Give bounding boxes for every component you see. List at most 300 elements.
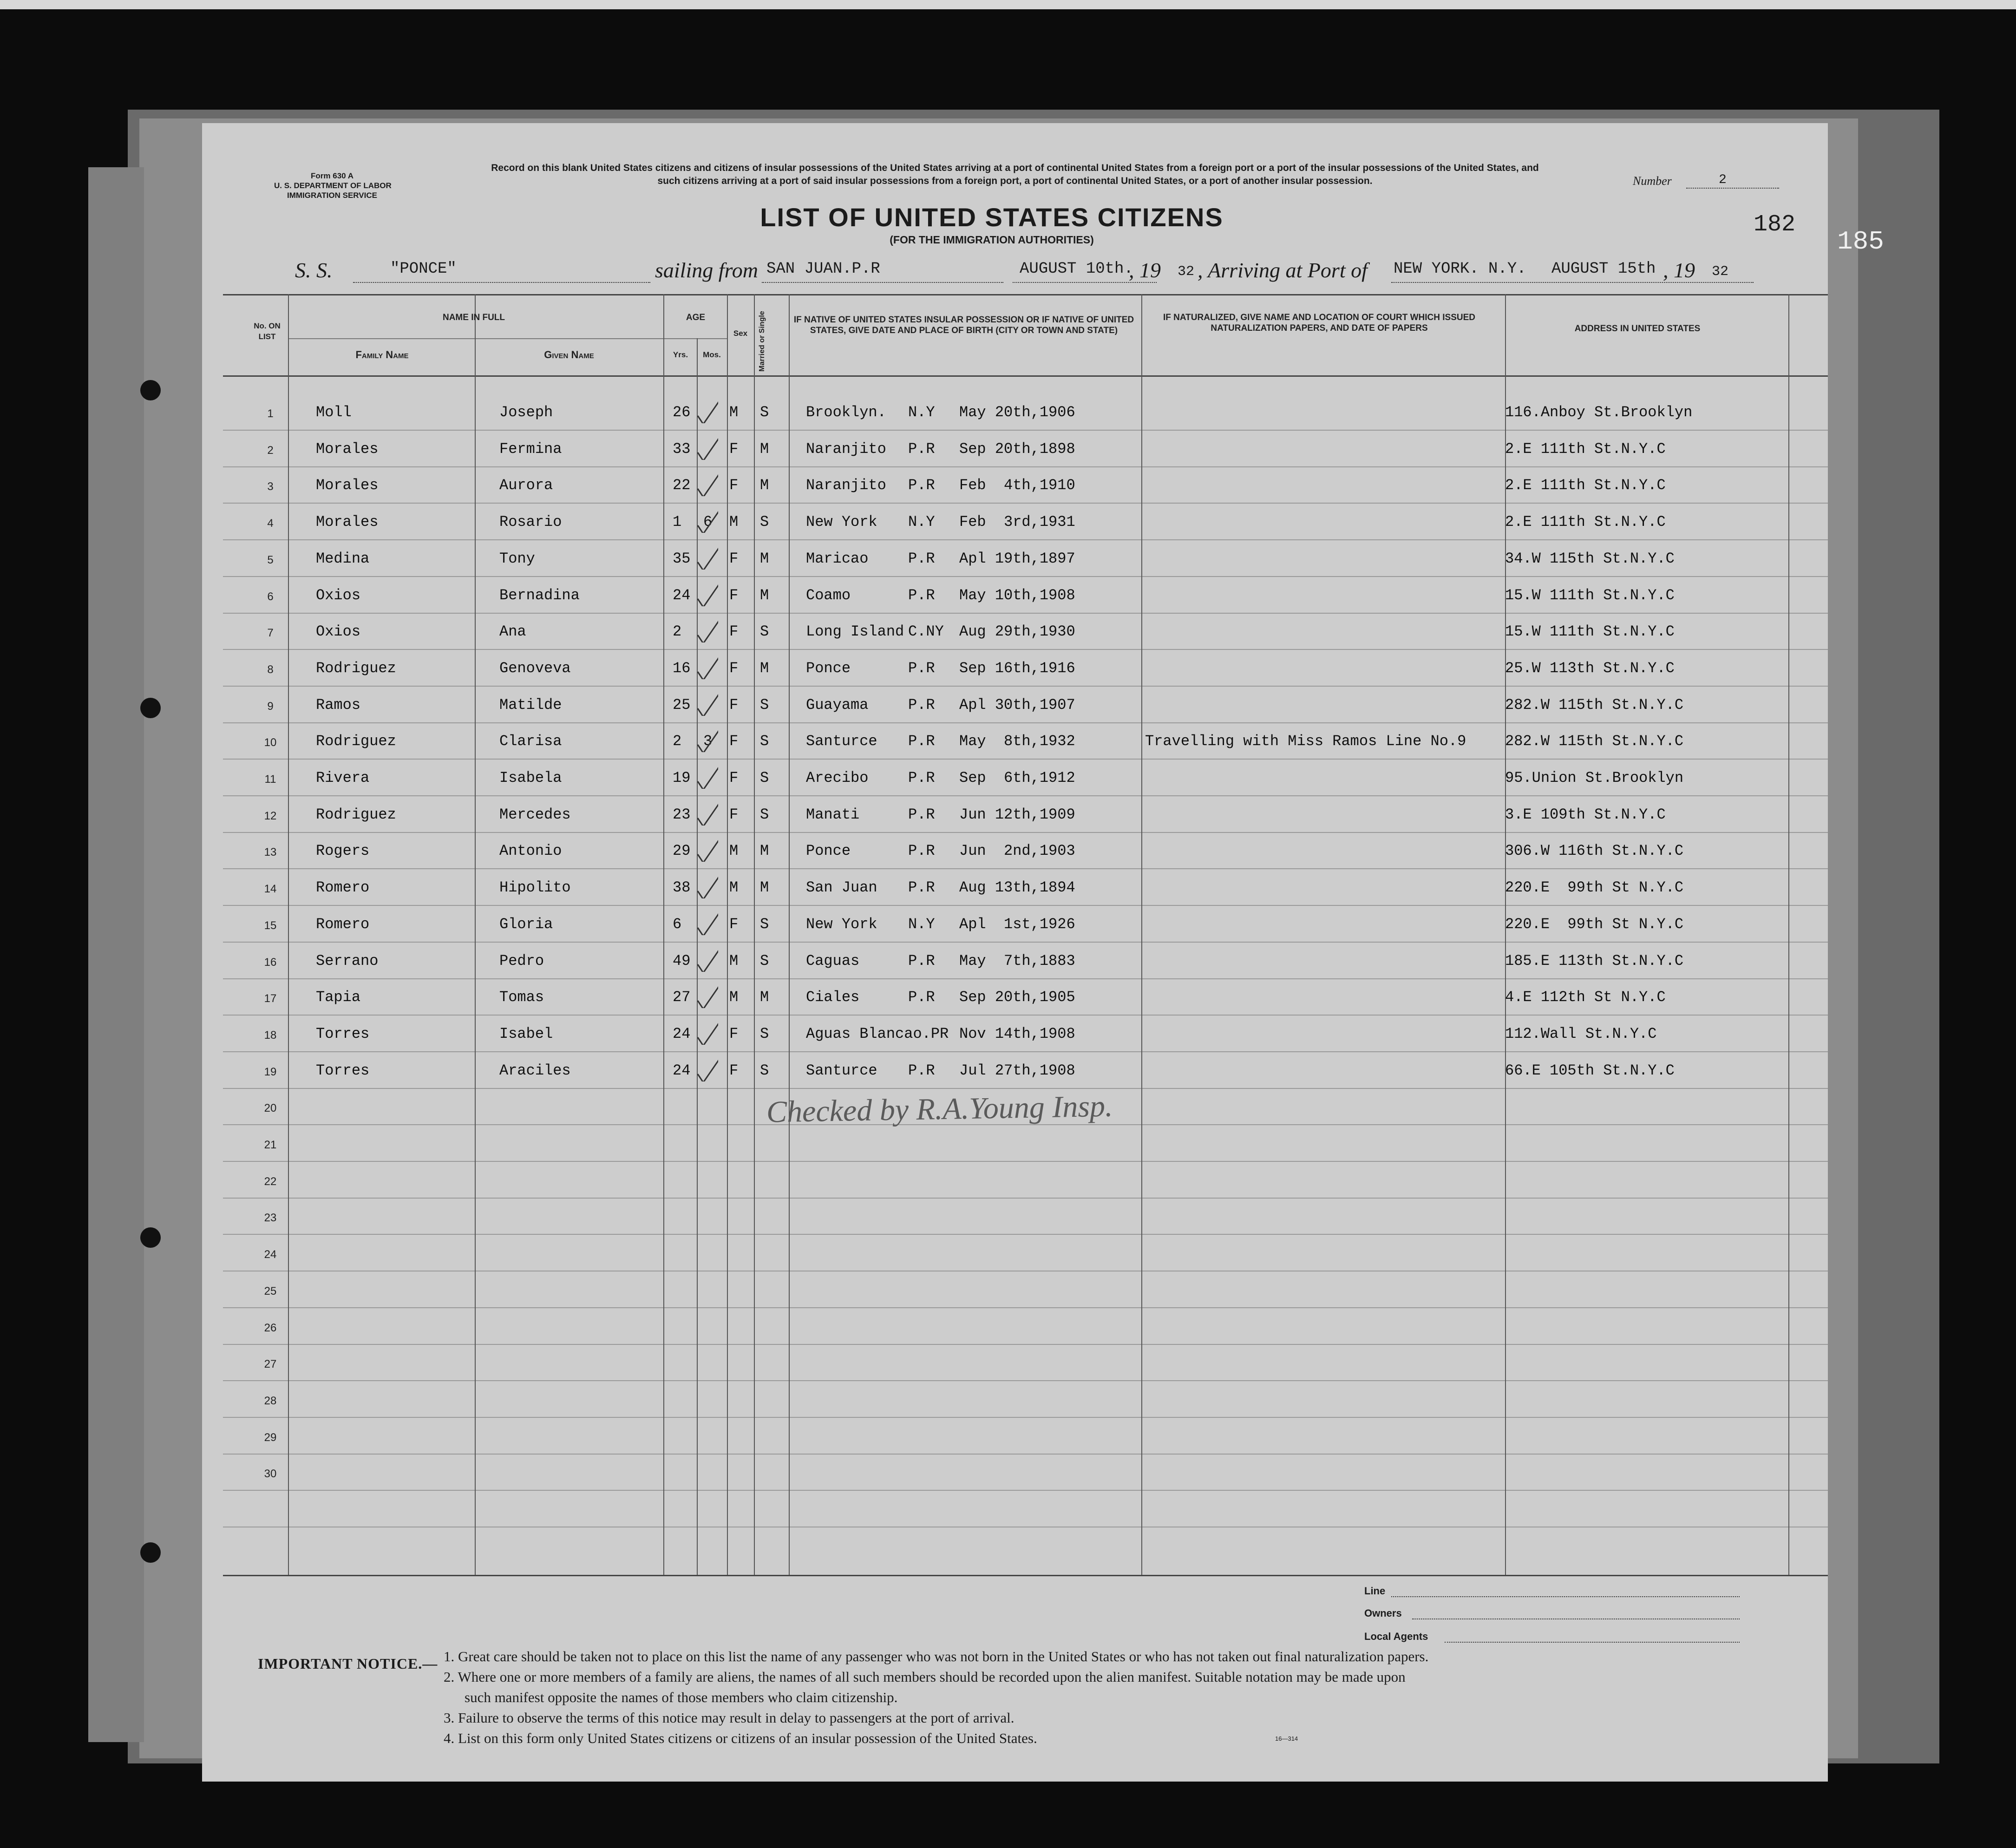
age-months: 6	[703, 513, 713, 531]
given-name: Pedro	[499, 952, 544, 970]
marital-status: M	[760, 477, 769, 494]
age-years: 49	[673, 952, 691, 970]
marital-status: M	[760, 842, 769, 860]
row-number: 14	[264, 883, 277, 896]
birth-place: San Juan	[806, 879, 877, 897]
sex: F	[729, 806, 739, 823]
marital-status: S	[760, 696, 769, 714]
row-number: 9	[267, 700, 274, 713]
column-rule	[663, 294, 664, 1575]
birth-place: Ponce	[806, 659, 851, 677]
row-number: 24	[264, 1248, 277, 1261]
row-rule	[223, 649, 1828, 650]
family-name: Torres	[316, 1062, 370, 1079]
marital-status: S	[760, 769, 769, 786]
notice-3: 3. Failure to observe the terms of this notice may result in delay to passengers at the port of arrival.	[444, 1710, 1015, 1726]
birth-state: P.R	[908, 440, 935, 458]
header-name-in-full: NAME IN FULL	[442, 313, 505, 322]
birth-date: Nov 14th,1908	[959, 1025, 1075, 1042]
row-rule	[223, 430, 1828, 431]
column-rule	[789, 294, 790, 1575]
row-number: 19	[264, 1065, 277, 1078]
punch-hole	[140, 380, 161, 400]
age-years: 16	[673, 659, 691, 677]
us-address: 220.E 99th St N.Y.C	[1505, 879, 1684, 897]
check-mark	[696, 688, 718, 716]
header-sex: Sex	[733, 329, 748, 338]
row-rule	[223, 613, 1828, 614]
age-years: 26	[673, 404, 691, 421]
row-number: 30	[264, 1468, 277, 1481]
row-rule	[223, 759, 1828, 760]
form-code: 16—314	[1275, 1735, 1298, 1742]
form-instructions: Record on this blank United States citizens and citizens of insular possessions of the United States arriving at a port of continental United States from a foreign port or a port of the insular possessions of the United States, and such citizens arriving at a port of said insular possessions from a foreign port, a port of continental United States, or a port of another insular possession.	[491, 163, 1539, 186]
birth-date: May 8th,1932	[959, 733, 1075, 750]
page-title: LIST OF UNITED STATES CITIZENS	[760, 203, 1224, 232]
family-name: Medina	[316, 550, 370, 567]
us-address: 25.W 113th St.N.Y.C	[1505, 659, 1675, 677]
row-number: 22	[264, 1175, 277, 1188]
age-years: 24	[673, 1062, 691, 1079]
check-mark	[696, 432, 718, 460]
row-number: 11	[264, 773, 276, 786]
given-name: Hipolito	[499, 879, 571, 897]
family-name: Morales	[316, 477, 379, 494]
check-mark	[696, 542, 718, 570]
marital-status: M	[760, 440, 769, 458]
given-name: Ana	[499, 623, 526, 641]
given-name: Fermina	[499, 440, 562, 458]
given-name: Tomas	[499, 989, 544, 1006]
us-address: 3.E 109th St.N.Y.C	[1505, 806, 1666, 823]
sex: F	[729, 440, 739, 458]
row-rule	[223, 503, 1828, 504]
arrival-port: NEW YORK. N.Y.	[1394, 260, 1526, 278]
us-address: 282.W 115th St.N.Y.C	[1505, 696, 1684, 714]
marital-status: S	[760, 952, 769, 970]
us-address: 15.W 111th St.N.Y.C	[1505, 586, 1675, 604]
age-years: 29	[673, 842, 691, 860]
check-mark	[696, 761, 718, 789]
sex: F	[729, 1062, 739, 1079]
given-name: Isabela	[499, 769, 562, 786]
age-years: 19	[673, 769, 691, 786]
row-rule	[223, 1454, 1828, 1455]
age-months: 3	[703, 733, 713, 750]
us-address: 2.E 111th St.N.Y.C	[1505, 440, 1666, 458]
row-number: 15	[264, 919, 277, 932]
check-mark	[696, 651, 718, 679]
row-number: 29	[264, 1431, 277, 1444]
birth-state: P.R	[908, 477, 935, 494]
age-years: 23	[673, 806, 691, 823]
ss-label: S. S.	[295, 258, 333, 282]
row-number: 1	[267, 407, 274, 420]
header-given-name: Given Name	[544, 349, 594, 360]
number-underline	[1686, 188, 1779, 189]
family-name: Torres	[316, 1025, 370, 1042]
birth-place: Guayama	[806, 696, 869, 714]
inspector-note: Checked by R.A.Young Insp.	[766, 1089, 1113, 1129]
scan-top-strip	[0, 0, 2016, 9]
row-rule	[223, 1307, 1828, 1308]
age-years: 2	[673, 733, 682, 750]
birth-state: P.R	[908, 550, 935, 567]
family-name: Morales	[316, 513, 379, 531]
birth-state: P.R	[908, 879, 935, 897]
arrival-year-prefix: , 19	[1663, 258, 1695, 282]
punch-hole	[140, 698, 161, 718]
birth-state: P.R	[908, 696, 935, 714]
given-name: Tony	[499, 550, 535, 567]
birth-date: Feb 4th,1910	[959, 477, 1075, 494]
sex: M	[729, 952, 739, 970]
row-rule	[223, 1344, 1828, 1345]
given-name: Araciles	[499, 1062, 571, 1079]
given-name: Matilde	[499, 696, 562, 714]
given-name: Isabel	[499, 1025, 553, 1042]
form-identifier: Form 630 A U. S. DEPARTMENT OF LABOR IMMIGRATION SERVICE	[274, 171, 392, 200]
row-rule	[223, 576, 1828, 577]
birth-place: Caguas	[806, 952, 860, 970]
birth-state: N.Y	[908, 513, 935, 531]
birth-date: Sep 20th,1898	[959, 440, 1075, 458]
row-rule	[223, 942, 1828, 943]
notice-4: 4. List on this form only United States citizens or citizens of an insular possession of the United States.	[444, 1730, 1037, 1746]
family-name: Rogers	[316, 842, 370, 860]
name-subheader-rule	[288, 338, 663, 339]
birth-state: P.R	[908, 733, 935, 750]
row-rule	[223, 1380, 1828, 1381]
column-rule	[754, 294, 755, 1575]
birth-place: Brooklyn.	[806, 404, 886, 421]
birth-place: Naranjito	[806, 440, 886, 458]
sailing-from-label: sailing from	[655, 258, 758, 282]
row-rule	[223, 1490, 1828, 1491]
sex: F	[729, 915, 739, 933]
check-mark	[696, 907, 718, 935]
birth-state: P.R	[908, 842, 935, 860]
birth-state: P.R	[908, 586, 935, 604]
birth-date: Aug 13th,1894	[959, 879, 1075, 897]
birth-place: Ciales	[806, 989, 860, 1006]
row-rule	[223, 466, 1828, 467]
birth-date: Sep 6th,1912	[959, 769, 1075, 786]
row-rule	[223, 1015, 1828, 1016]
row-rule	[223, 1051, 1828, 1052]
check-mark	[696, 395, 718, 423]
us-address: 66.E 105th St.N.Y.C	[1505, 1062, 1675, 1079]
us-address: 2.E 111th St.N.Y.C	[1505, 513, 1666, 531]
family-name: Rodriguez	[316, 659, 396, 677]
sail-year: 32	[1178, 264, 1195, 280]
check-mark	[696, 468, 718, 496]
from-port-underline	[762, 282, 1003, 283]
row-number: 13	[264, 846, 277, 859]
number-label: Number	[1633, 174, 1672, 188]
us-address: 112.Wall St.N.Y.C	[1505, 1025, 1657, 1042]
arrival-year: 32	[1712, 264, 1729, 280]
given-name: Joseph	[499, 404, 553, 421]
row-number: 16	[264, 956, 277, 969]
row-rule	[223, 1234, 1828, 1235]
row-rule	[223, 539, 1828, 540]
birth-date: Feb 3rd,1931	[959, 513, 1075, 531]
marital-status: S	[760, 1062, 769, 1079]
age-years: 33	[673, 440, 691, 458]
header-family-name: Family Name	[355, 349, 409, 360]
marital-status: S	[760, 806, 769, 823]
row-rule	[223, 686, 1828, 687]
sex: M	[729, 989, 739, 1006]
marital-status: S	[760, 404, 769, 421]
row-rule	[223, 978, 1828, 979]
ship-underline	[353, 282, 650, 283]
birth-place: Long Island	[806, 623, 904, 641]
row-rule	[223, 1198, 1828, 1199]
birth-date: Apl 1st,1926	[959, 915, 1075, 933]
us-address: 15.W 111th St.N.Y.C	[1505, 623, 1675, 641]
sex: F	[729, 1025, 739, 1042]
notice-title: IMPORTANT NOTICE.—	[258, 1655, 438, 1672]
marital-status: S	[760, 1025, 769, 1042]
row-rule	[223, 1088, 1828, 1089]
row-number: 28	[264, 1394, 277, 1407]
row-rule	[223, 1417, 1828, 1418]
birth-place: New York	[806, 513, 877, 531]
birth-date: May 20th,1906	[959, 404, 1075, 421]
us-address: 220.E 99th St N.Y.C	[1505, 915, 1684, 933]
check-mark	[696, 1054, 718, 1081]
age-years: 38	[673, 879, 691, 897]
header-no: No. ON LIST	[254, 321, 281, 341]
notice-2: 2. Where one or more members of a family are aliens, the names of all such members should be recorded upon the alien manifest. Suitable notation may be made upon	[444, 1669, 1406, 1685]
page-subtitle: (FOR THE IMMIGRATION AUTHORITIES)	[890, 234, 1094, 246]
row-number: 4	[267, 517, 274, 530]
check-mark	[696, 578, 718, 606]
notice-1: 1. Great care should be taken not to place on this list the name of any passenger who was not born in the United States or who has not taken out final naturalization papers.	[444, 1648, 1429, 1665]
marital-status: S	[760, 513, 769, 531]
birth-date: Sep 20th,1905	[959, 989, 1075, 1006]
given-name: Antonio	[499, 842, 562, 860]
check-mark	[696, 944, 718, 972]
local-agents-label: Local Agents	[1364, 1631, 1428, 1642]
birth-date: Apl 19th,1897	[959, 550, 1075, 567]
header-mos: Mos.	[703, 350, 721, 359]
sail-date-underline	[1013, 282, 1157, 283]
birth-place: New York	[806, 915, 877, 933]
birth-place: Naranjito	[806, 477, 886, 494]
line-underline	[1391, 1596, 1740, 1597]
given-name: Bernadina	[499, 586, 580, 604]
arrival-date: AUGUST 15th	[1551, 260, 1656, 278]
check-mark	[696, 505, 718, 533]
family-name: Romero	[316, 879, 370, 897]
family-name: Rodriguez	[316, 733, 396, 750]
family-name: Romero	[316, 915, 370, 933]
marital-status: S	[760, 623, 769, 641]
birth-state: P.R	[908, 1062, 935, 1079]
birth-date: Aug 29th,1930	[959, 623, 1075, 641]
us-address: 2.E 111th St.N.Y.C	[1505, 477, 1666, 494]
birth-state: N.Y	[908, 404, 935, 421]
row-number: 27	[264, 1358, 277, 1371]
check-mark	[696, 980, 718, 1008]
page-number: 182	[1754, 211, 1796, 238]
header-age: AGE	[686, 313, 706, 322]
sex: F	[729, 550, 739, 567]
family-name: Serrano	[316, 952, 379, 970]
ship-name: "PONCE"	[390, 260, 457, 278]
row-number: 18	[264, 1029, 277, 1042]
given-name: Aurora	[499, 477, 553, 494]
birth-state: C.NY	[908, 623, 944, 641]
family-name: Rodriguez	[316, 806, 396, 823]
row-rule	[223, 722, 1828, 723]
birth-state: P.R	[908, 769, 935, 786]
check-mark	[696, 798, 718, 826]
row-number: 6	[267, 590, 274, 603]
marital-status: M	[760, 550, 769, 567]
birth-date: Jun 12th,1909	[959, 806, 1075, 823]
check-mark	[696, 615, 718, 642]
row-rule	[223, 1161, 1828, 1162]
row-number: 2	[267, 444, 274, 457]
row-number: 8	[267, 663, 274, 676]
sail-date: AUGUST 10th.	[1020, 260, 1133, 278]
age-years: 22	[673, 477, 691, 494]
punch-hole	[140, 1227, 161, 1248]
row-number: 21	[264, 1139, 277, 1151]
marital-status: M	[760, 879, 769, 897]
header-married-single: Married or Single	[758, 311, 766, 372]
notice-2-cont: such manifest opposite the names of those members who claim citizenship.	[465, 1689, 898, 1705]
given-name: Gloria	[499, 915, 553, 933]
given-name: Genoveva	[499, 659, 571, 677]
birth-place: Arecibo	[806, 769, 869, 786]
check-mark	[696, 1017, 718, 1045]
column-rule	[1141, 294, 1142, 1575]
row-rule	[223, 905, 1828, 906]
marital-status: S	[760, 915, 769, 933]
family-name: Tapia	[316, 989, 361, 1006]
row-number: 7	[267, 627, 274, 640]
age-subheader-rule	[663, 338, 727, 339]
arriving-label: , Arriving at Port of	[1198, 258, 1368, 282]
us-address: 95.Union St.Brooklyn	[1505, 769, 1684, 786]
us-address: 4.E 112th St N.Y.C	[1505, 989, 1666, 1006]
us-address: 306.W 116th St.N.Y.C	[1505, 842, 1684, 860]
age-years: 25	[673, 696, 691, 714]
family-name: Oxios	[316, 586, 361, 604]
sex: M	[729, 513, 739, 531]
arrival-underline	[1391, 282, 1754, 283]
age-years: 24	[673, 586, 691, 604]
birth-state: P.R	[908, 806, 935, 823]
birth-date: Apl 30th,1907	[959, 696, 1075, 714]
table-bottom-rule	[223, 1575, 1828, 1576]
sex: F	[729, 586, 739, 604]
family-name: Rivera	[316, 769, 370, 786]
column-rule	[475, 294, 476, 1575]
age-years: 35	[673, 550, 691, 567]
naturalization-note: Travelling with Miss Ramos Line No.9	[1145, 733, 1466, 750]
birth-date: May 7th,1883	[959, 952, 1075, 970]
us-address: 282.W 115th St.N.Y.C	[1505, 733, 1684, 750]
birth-place: Maricao	[806, 550, 869, 567]
sex: M	[729, 842, 739, 860]
marital-status: M	[760, 989, 769, 1006]
family-name: Ramos	[316, 696, 361, 714]
column-rule	[288, 294, 289, 1575]
sex: F	[729, 623, 739, 641]
row-number: 17	[264, 992, 277, 1005]
sex: F	[729, 769, 739, 786]
family-name: Morales	[316, 440, 379, 458]
header-address: ADDRESS IN UNITED STATES	[1574, 324, 1701, 334]
line-label: Line	[1364, 1585, 1386, 1597]
row-rule	[223, 832, 1828, 833]
age-years: 2	[673, 623, 682, 641]
check-mark	[696, 871, 718, 898]
age-years: 1	[673, 513, 682, 531]
sex: F	[729, 477, 739, 494]
us-address: 116.Anboy St.Brooklyn	[1505, 404, 1693, 421]
row-number: 5	[267, 553, 274, 566]
marital-status: M	[760, 586, 769, 604]
birth-state: P.R	[908, 989, 935, 1006]
birth-state: N.Y	[908, 915, 935, 933]
row-number: 25	[264, 1284, 277, 1298]
back-page-number: 185	[1837, 227, 1884, 256]
given-name: Rosario	[499, 513, 562, 531]
family-name: Moll	[316, 404, 352, 421]
owners-label: Owners	[1364, 1607, 1402, 1619]
row-number: 23	[264, 1212, 277, 1225]
birth-date: Sep 16th,1916	[959, 659, 1075, 677]
header-native-birth: IF NATIVE OF UNITED STATES INSULAR POSSESSION OR IF NATIVE OF UNITED STATES, GIVE DATE AND PLACE OF BIRTH (CITY OR TOWN AND STATE)	[793, 315, 1134, 335]
sex: M	[729, 879, 739, 897]
row-number: 26	[264, 1321, 277, 1334]
given-name: Mercedes	[499, 806, 571, 823]
sex: F	[729, 733, 739, 750]
age-years: 27	[673, 989, 691, 1006]
sex: F	[729, 696, 739, 714]
check-mark	[696, 724, 718, 752]
given-name: Clarisa	[499, 733, 562, 750]
us-address: 185.E 113th St.N.Y.C	[1505, 952, 1684, 970]
back-sheet-edge	[88, 167, 144, 1742]
birth-place: Santurce	[806, 1062, 877, 1079]
family-name: Oxios	[316, 623, 361, 641]
local-agents-underline	[1445, 1642, 1740, 1643]
row-number: 10	[264, 736, 277, 749]
birth-place: Ponce	[806, 842, 851, 860]
header-yrs: Yrs.	[673, 350, 688, 359]
marital-status: S	[760, 733, 769, 750]
age-years: 24	[673, 1025, 691, 1042]
row-rule	[223, 795, 1828, 796]
check-mark	[696, 834, 718, 862]
us-address: 34.W 115th St.N.Y.C	[1505, 550, 1675, 567]
birth-date: May 10th,1908	[959, 586, 1075, 604]
birth-place: Coamo	[806, 586, 851, 604]
marital-status: M	[760, 659, 769, 677]
column-rule	[727, 294, 728, 1575]
birth-place: Manati	[806, 806, 860, 823]
birth-place: Santurce	[806, 733, 877, 750]
row-rule	[223, 868, 1828, 869]
